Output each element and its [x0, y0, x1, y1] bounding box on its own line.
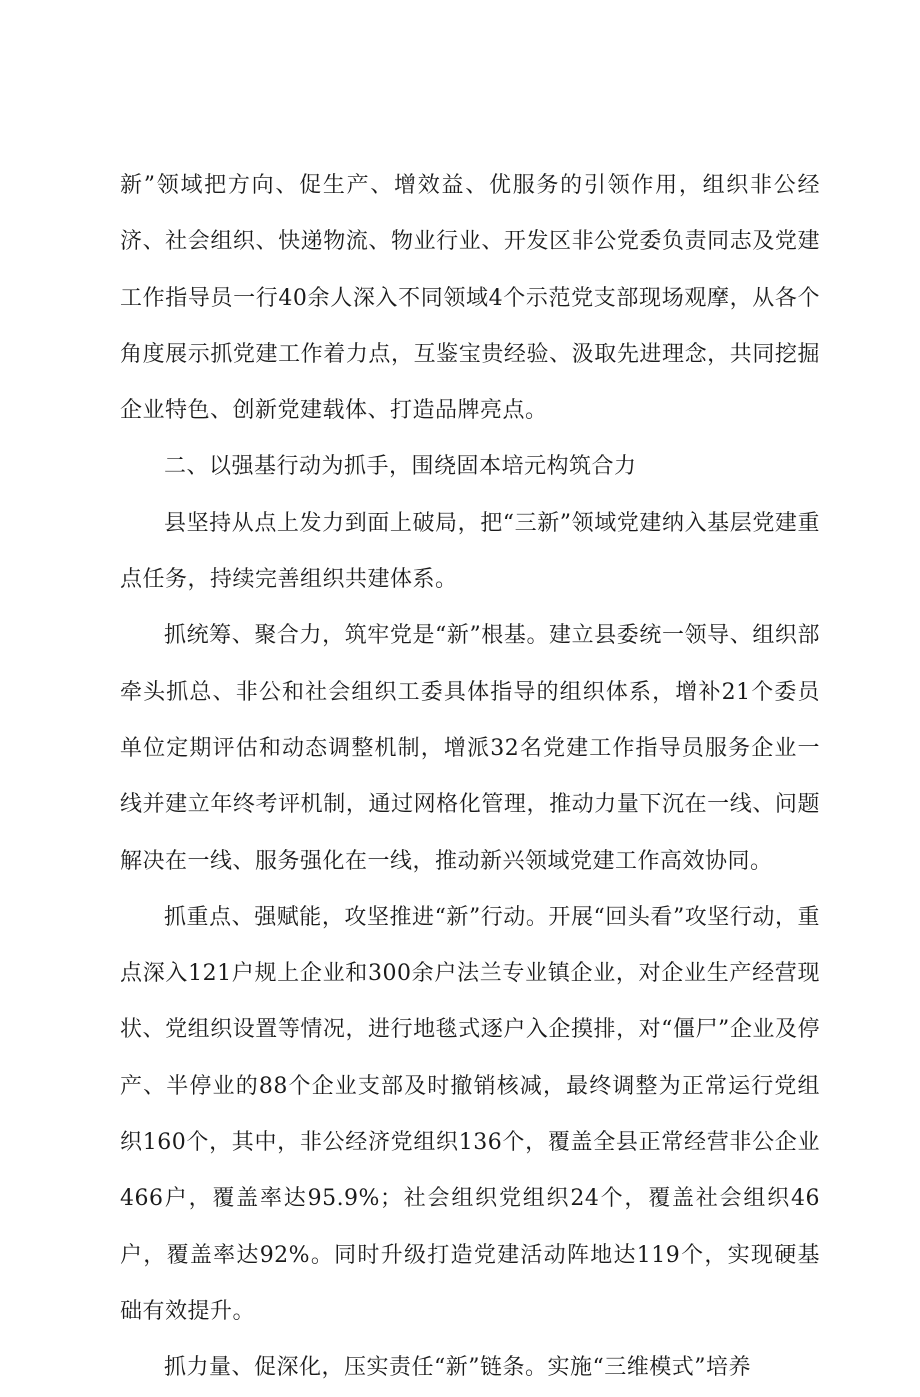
body-paragraph: 抓力量、促深化，压实责任“新”链条。实施“三维模式”培养 [164, 1355, 751, 1381]
body-paragraph: 县坚持从点上发力到面上破局，把“三新”领域党建纳入基层党建重点任务，持续完善组织共建体系。 [120, 510, 820, 593]
body-paragraph: 抓重点、强赋能，攻坚推进“新”行动。开展“回头看”攻坚行动，重点深入121户规上企业和300余户法兰专业镇企业，对企业生产经营现状、党组织设置等情况，进行地毯式逐户入企摸排，对“僵尸”企业及停产、半停业的88个企业支部及时撤销核减，最终调整为正常运行党组织160个，其中，非公经济党组织136个，覆盖全县正常经营非公企业466户，覆盖率达95.9%；社会组织党组织24个，覆盖社会组织46户，覆盖率达92%。同时升级打造党建活动阵地达119个，实现硬基础有效提升。 [120, 904, 820, 1324]
body-paragraph: 新”领域把方向、促生产、增效益、优服务的引领作用，组织非公经济、社会组织、快递物流、物业行业、开发区非公党委负责同志及党建工作指导员一行40余人深入不同领域4个示范党支部现场观摩，从各个角度展示抓党建工作着力点，互鉴宝贵经验、汲取先进理念，共同挖掘企业特色、创新党建载体、打造品牌亮点。 [120, 173, 820, 424]
section-heading: 二、以强基行动为抓手，围绕固本培元构筑合力 [164, 454, 637, 480]
body-paragraph: 抓统筹、聚合力，筑牢党是“新”根基。建立县委统一领导、组织部牵头抓总、非公和社会组织工委具体指导的组织体系，增补21个委员单位定期评估和动态调整机制，增派32名党建工作指导员服务企业一线并建立年终考评机制，通过网格化管理，推动力量下沉在一线、问题解决在一线、服务强化在一线，推动新兴领域党建工作高效协同。 [120, 623, 820, 874]
document-page [120, 158, 820, 1397]
